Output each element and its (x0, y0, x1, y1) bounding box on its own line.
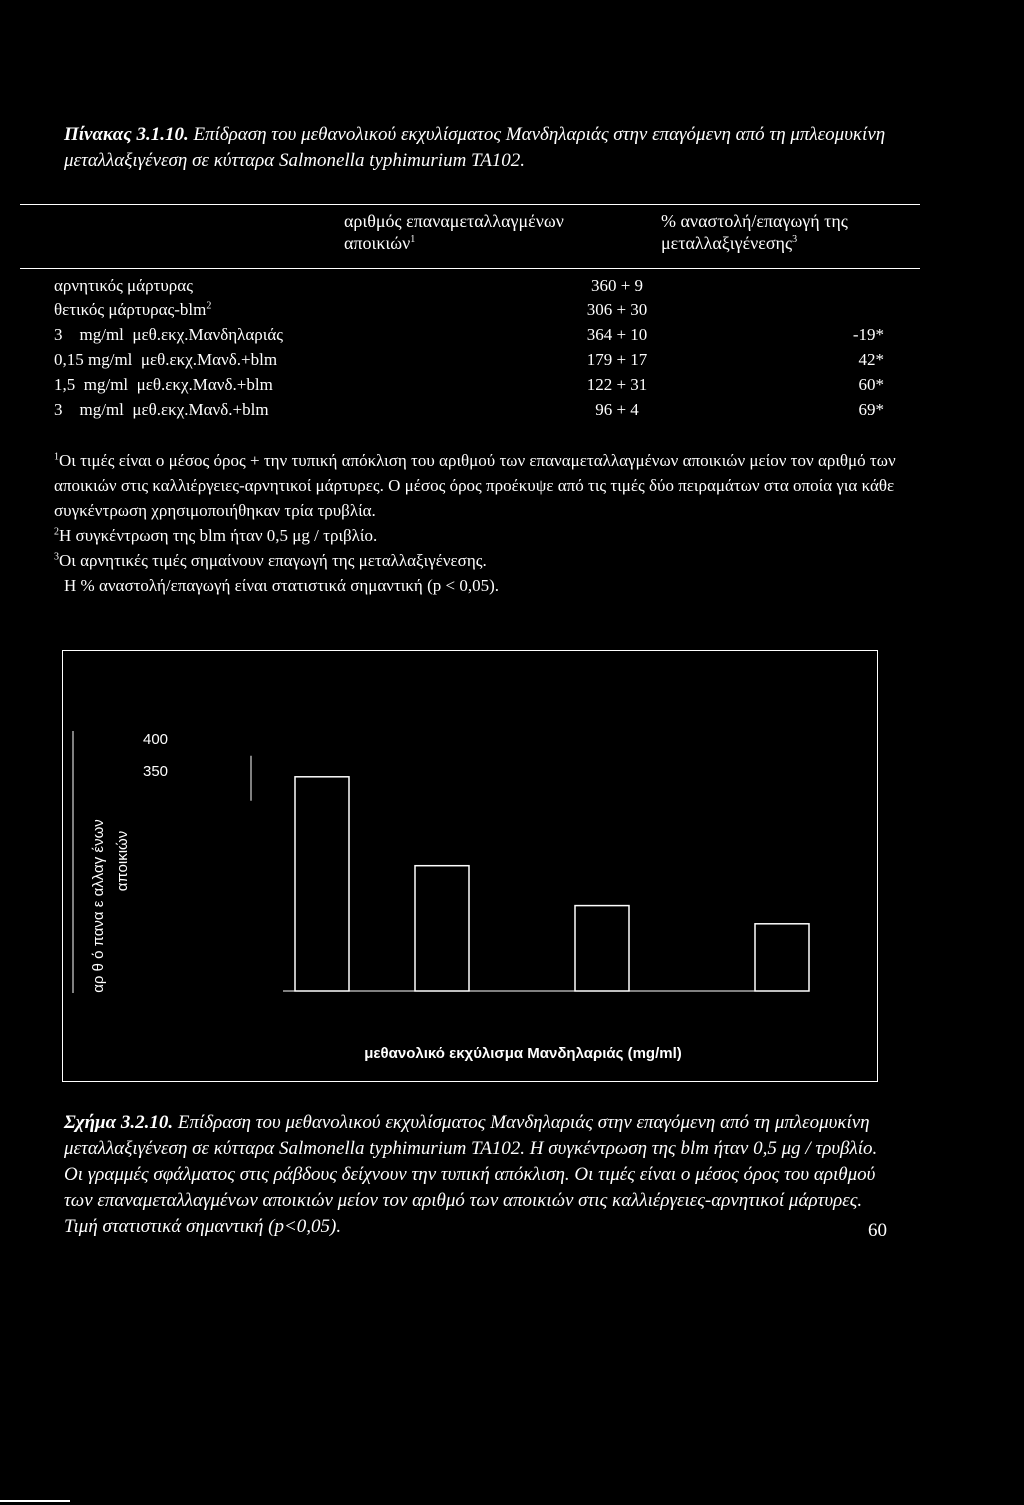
note-3: $^3$Οι αρνητικές τιμές σημαίνουν επαγωγή της μεταλλαξιγένεσης. (54, 551, 487, 570)
bar (755, 924, 809, 991)
y-tick-label: 350 (143, 763, 169, 780)
y-axis-label-group (90, 819, 131, 993)
table-caption-label: Πίνακας 3.1.10. (64, 124, 189, 145)
table-row: αρνητικός μάρτυρας 360 + 9 (54, 276, 644, 295)
page-number: 60 (868, 1220, 887, 1241)
bar (415, 866, 469, 991)
footer-rule (0, 1500, 70, 1502)
figure-caption (64, 1110, 894, 1240)
y-axis-label: αρ θ ό πανα ε αλλαγ ένων (90, 819, 107, 993)
figure-caption-label: Σχήμα 3.2.10. (64, 1112, 174, 1133)
bar (295, 777, 349, 991)
note-2: $^2$Η συγκέντρωση της blm ήταν 0,5 μg / τριβλίο. (54, 526, 378, 545)
table-row: 3 mg/ml μεθ.εκχ.Μανδ.+blm 96 + 4 69* (54, 400, 884, 419)
bar (575, 906, 629, 991)
chart-frame (62, 650, 878, 1082)
y-tick-labels (143, 731, 168, 780)
table-caption-text: Επίδραση του μεθανολικού εκχυλίσματος Μανδηλαριάς στην επαγόμενη από τη μπλεομυκίνη μεταλλαξιγένεση σε κύτταρα Salmonella typhimurium TA102. (64, 124, 886, 171)
bar-chart (63, 651, 877, 1081)
table-row: 0,15 mg/ml μεθ.εκχ.Μανδ.+blm 179 + 17 42* (54, 350, 884, 369)
bars (251, 756, 809, 991)
table-row: θετικός μάρτυρας-blm$^2$ 306 + 30 (54, 300, 648, 319)
note-4: Η % αναστολή/επαγωγή είναι στατιστικά σημαντική (p < 0,05). (64, 576, 499, 595)
table-header-rule (20, 268, 920, 269)
table-row: 1,5 mg/ml μεθ.εκχ.Μανδ.+blm 122 + 31 60* (54, 375, 884, 394)
figure-caption-text: Επίδραση του μεθανολικού εκχυλίσματος Μανδηλαριάς στην επαγόμενη από τη μπλεομυκίνη μεταλλαξιγένεση σε κύτταρα Salmonella typhimurium TA102. Η συγκέντρωση της blm ήταν 0,5 μg / τρυβλίο. Οι γραμμές σφάλματος στις ράβδους δείχνουν την τυπική απόκλιση. Οι τιμές είναι ο μέσος όρος του αριθμού των επαναμεταλλαγμένων αποικιών μείον τον αριθμό των αποικιών στις καλλιέργειες-αρνητικοί μάρτυρες. Τιμή στατιστικά σημαντική (p<0,05). (64, 1112, 878, 1237)
table-caption (64, 122, 904, 174)
y-axis-label-line2: αποικιών (114, 830, 131, 892)
note-1: $^1$Οι τιμές είναι ο μέσος όρος + την τυπική απόκλιση του αριθμού των επαναμεταλλαγμένων αποικιών μείον τον αριθμό των αποικιών στις καλλιέργειες-αρνητικοί μάρτυρες. Ο μέσος όρος προέκυψε από τις τιμές δύο πειραμάτων στα οποία για κάθε συγκέντρωση χρησιμοποιήθηκαν τρία τρυβλία. (54, 451, 896, 520)
x-axis-label: μεθανολικό εκχύλισμα Μανδηλαριάς (mg/ml) (364, 1045, 682, 1062)
table-col1-header: αριθμός επαναμεταλλαγμένων αποικιών$^1$ (344, 211, 564, 253)
y-tick-label: 400 (143, 731, 169, 748)
table-row: 3 mg/ml μεθ.εκχ.Μανδηλαριάς 364 + 10 -19* (54, 325, 884, 344)
table-notes (54, 448, 904, 598)
table-top-rule (20, 204, 920, 205)
table-col2-header: % αναστολή/επαγωγή της μεταλλαξιγένεσης$^3$ (661, 211, 848, 253)
